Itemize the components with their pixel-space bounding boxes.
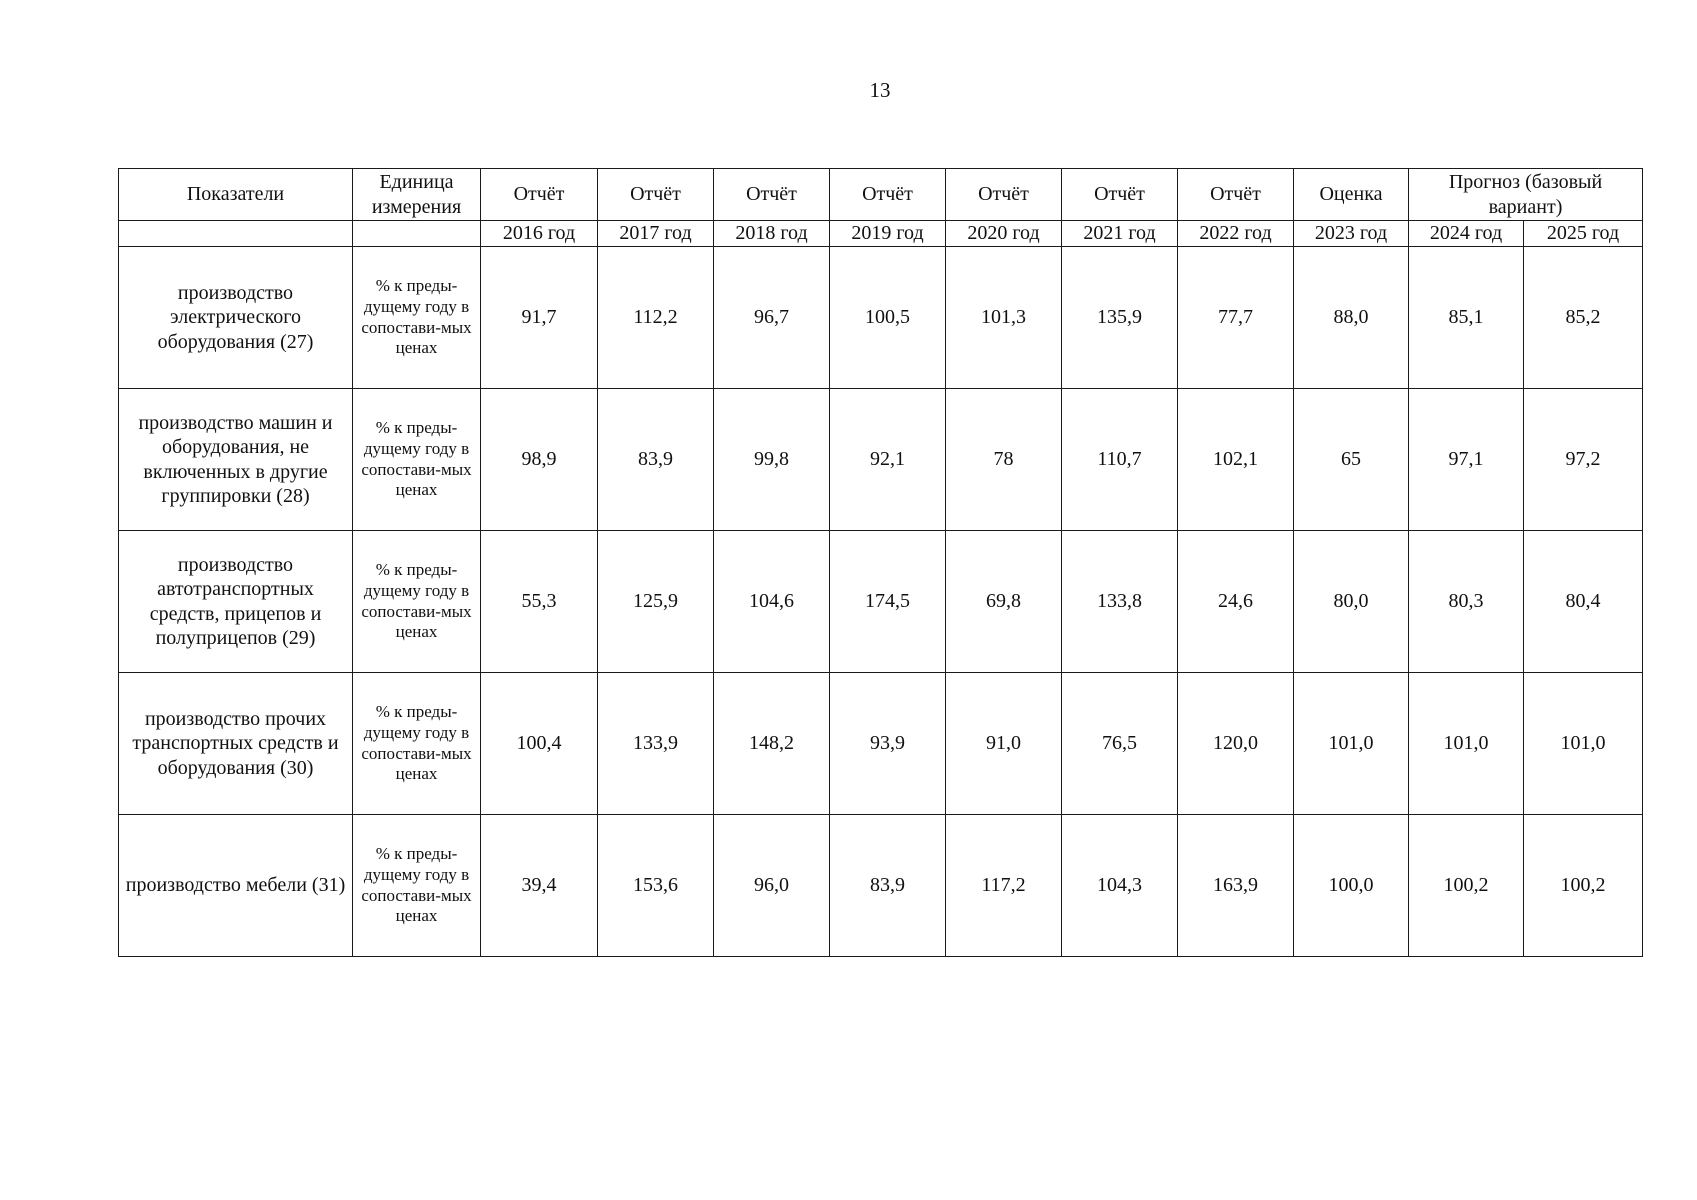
header-year: 2016 год (481, 221, 598, 247)
header-blank (353, 221, 481, 247)
unit-cell: % к преды-дущему году в сопостави-мых ценах (353, 815, 481, 957)
value-cell: 153,6 (598, 815, 714, 957)
unit-cell: % к преды-дущему году в сопостави-мых ценах (353, 247, 481, 389)
value-cell: 104,3 (1062, 815, 1178, 957)
value-cell: 174,5 (830, 531, 946, 673)
indicator-cell: производство автотранспортных средств, прицепов и полуприцепов (29) (119, 531, 353, 673)
table-row (119, 389, 1643, 531)
value-cell: 39,4 (481, 815, 598, 957)
header-group: Отчёт (830, 169, 946, 221)
header-year: 2023 год (1294, 221, 1409, 247)
header-group: Оценка (1294, 169, 1409, 221)
value-cell: 120,0 (1178, 673, 1294, 815)
value-cell: 104,6 (714, 531, 830, 673)
value-cell: 24,6 (1178, 531, 1294, 673)
header-year: 2017 год (598, 221, 714, 247)
value-cell: 135,9 (1062, 247, 1178, 389)
value-cell: 92,1 (830, 389, 946, 531)
unit-cell: % к преды-дущему году в сопостави-мых ценах (353, 673, 481, 815)
value-cell: 100,2 (1409, 815, 1524, 957)
indicator-cell: производство прочих транспортных средств и оборудования (30) (119, 673, 353, 815)
value-cell: 85,1 (1409, 247, 1524, 389)
header-group: Отчёт (598, 169, 714, 221)
value-cell: 100,0 (1294, 815, 1409, 957)
header-forecast-group: Прогноз (базовый вариант) (1409, 169, 1643, 221)
header-year: 2022 год (1178, 221, 1294, 247)
table-row (119, 815, 1643, 957)
value-cell: 112,2 (598, 247, 714, 389)
header-year: 2018 год (714, 221, 830, 247)
indicator-cell: производство электрического оборудования (27) (119, 247, 353, 389)
value-cell: 96,7 (714, 247, 830, 389)
value-cell: 101,0 (1524, 673, 1643, 815)
value-cell: 117,2 (946, 815, 1062, 957)
header-year: 2024 год (1409, 221, 1524, 247)
value-cell: 85,2 (1524, 247, 1643, 389)
value-cell: 80,3 (1409, 531, 1524, 673)
value-cell: 101,0 (1294, 673, 1409, 815)
value-cell: 133,9 (598, 673, 714, 815)
header-group: Отчёт (946, 169, 1062, 221)
indicator-cell: производство машин и оборудования, не включенных в другие группировки (28) (119, 389, 353, 531)
value-cell: 97,1 (1409, 389, 1524, 531)
value-cell: 96,0 (714, 815, 830, 957)
value-cell: 65 (1294, 389, 1409, 531)
indicator-cell: производство мебели (31) (119, 815, 353, 957)
value-cell: 100,5 (830, 247, 946, 389)
header-group: Отчёт (1062, 169, 1178, 221)
value-cell: 55,3 (481, 531, 598, 673)
value-cell: 148,2 (714, 673, 830, 815)
header-year: 2020 год (946, 221, 1062, 247)
value-cell: 97,2 (1524, 389, 1643, 531)
value-cell: 100,4 (481, 673, 598, 815)
header-row-groups (119, 169, 1643, 221)
page-number: 13 (869, 78, 891, 102)
value-cell: 98,9 (481, 389, 598, 531)
unit-cell: % к преды-дущему году в сопостави-мых ценах (353, 531, 481, 673)
value-cell: 91,7 (481, 247, 598, 389)
header-year: 2025 год (1524, 221, 1643, 247)
unit-cell: % к преды-дущему году в сопостави-мых ценах (353, 389, 481, 531)
table-row (119, 531, 1643, 673)
header-year: 2019 год (830, 221, 946, 247)
value-cell: 99,8 (714, 389, 830, 531)
value-cell: 77,7 (1178, 247, 1294, 389)
forecast-table (118, 168, 1643, 957)
table-row (119, 673, 1643, 815)
header-group: Отчёт (481, 169, 598, 221)
value-cell: 133,8 (1062, 531, 1178, 673)
value-cell: 101,0 (1409, 673, 1524, 815)
header-row-years (119, 221, 1643, 247)
value-cell: 110,7 (1062, 389, 1178, 531)
value-cell: 76,5 (1062, 673, 1178, 815)
header-indicator: Показатели (119, 169, 353, 221)
value-cell: 69,8 (946, 531, 1062, 673)
header-group: Отчёт (714, 169, 830, 221)
value-cell: 80,0 (1294, 531, 1409, 673)
value-cell: 125,9 (598, 531, 714, 673)
header-group: Отчёт (1178, 169, 1294, 221)
value-cell: 88,0 (1294, 247, 1409, 389)
value-cell: 93,9 (830, 673, 946, 815)
header-blank (119, 221, 353, 247)
value-cell: 91,0 (946, 673, 1062, 815)
header-unit: Единица измерения (353, 169, 481, 221)
value-cell: 78 (946, 389, 1062, 531)
value-cell: 101,3 (946, 247, 1062, 389)
value-cell: 102,1 (1178, 389, 1294, 531)
value-cell: 83,9 (598, 389, 714, 531)
table-row (119, 247, 1643, 389)
value-cell: 163,9 (1178, 815, 1294, 957)
value-cell: 80,4 (1524, 531, 1643, 673)
value-cell: 100,2 (1524, 815, 1643, 957)
header-year: 2021 год (1062, 221, 1178, 247)
value-cell: 83,9 (830, 815, 946, 957)
